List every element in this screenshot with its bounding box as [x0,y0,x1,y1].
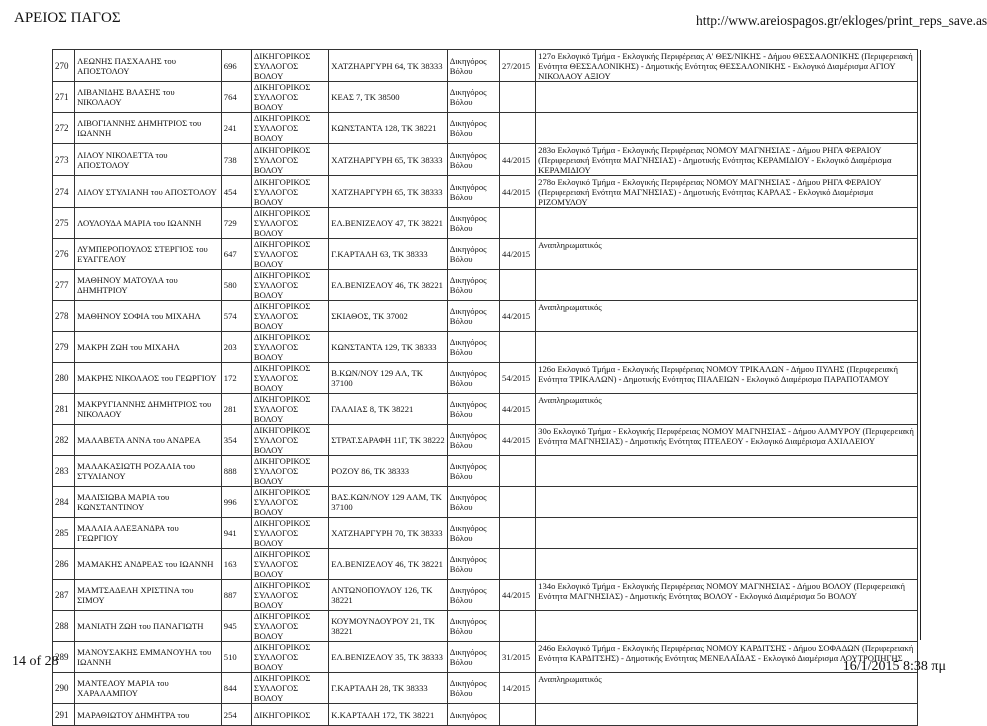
lawyer-type: Δικηγόρος Βόλου [447,487,499,518]
row-number: 288 [53,611,75,642]
bar-association: ΔΙΚΗΓΟΡΙΚΟΣ ΣΥΛΛΟΓΟΣ ΒΟΛΟΥ [251,611,328,642]
row-number: 291 [53,704,75,726]
lawyer-type: Δικηγόρος Βόλου [447,363,499,394]
bar-association: ΔΙΚΗΓΟΡΙΚΟΣ ΣΥΛΛΟΓΟΣ ΒΟΛΟΥ [251,239,328,270]
page-url: http://www.areiospagos.gr/ekloges/print_reps_save.as [696,13,987,28]
table-row [53,642,918,673]
address: ΧΑΤΖΗΑΡΓΥΡΗ 65, ΤΚ 38333 [329,176,448,208]
row-number: 279 [53,332,75,363]
lawyer-type: Δικηγόρος Βόλου [447,208,499,239]
lawyer-type: Δικηγόρος Βόλου [447,673,499,704]
polling-station-note: 127ο Εκλογικό Τμήμα - Εκλογικής Περιφέρειας Α' ΘΕΣ/ΝΙΚΗΣ - Δήμου ΘΕΣΣΑΛΟΝΙΚΗΣ (Περιφερειακή Ενότητα ΘΕΣΣΑΛΟΝΙΚΗΣ) - Δημοτικής Ενότητας ΘΕΣΣΑΛΟΝΙΚΗΣ - Εκλογικό Διαμέρισμα ΑΓΙΟΥ ΝΙΚΟΛΑΟΥ ΑΞΙΟΥ [536,50,918,82]
bar-association: ΔΙΚΗΓΟΡΙΚΟΣ ΣΥΛΛΟΓΟΣ ΒΟΛΟΥ [251,642,328,673]
person-name: ΜΑΛΑΚΑΣΙΩΤΗ ΡΟΖΑΛΙΑ του ΣΤΥΛΙΑΝΟΥ [75,456,222,487]
address: ΑΝΤΩΝΟΠΟΥΛΟΥ 126, ΤΚ 38221 [329,580,448,611]
polling-station-note: 134ο Εκλογικό Τμήμα - Εκλογικής Περιφέρειας ΝΟΜΟΥ ΜΑΓΝΗΣΙΑΣ - Δήμου ΒΟΛΟΥ (Περιφερειακή Ενότητα ΜΑΓΝΗΣΙΑΣ) - Δημοτικής Ενότητας ΒΟΛΟΥ - Εκλογικό Διαμέρισμα 5ο ΒΟΛΟΥ [536,580,918,611]
table-row [53,82,918,113]
row-number: 281 [53,394,75,425]
decision-number: 54/2015 [500,363,536,394]
address: ΡΟΖΟΥ 86, ΤΚ 38333 [329,456,448,487]
registry-number: 281 [221,394,251,425]
bar-association: ΔΙΚΗΓΟΡΙΚΟΣ ΣΥΛΛΟΓΟΣ ΒΟΛΟΥ [251,113,328,144]
table-row [53,487,918,518]
polling-station-note [536,208,918,239]
decision-number: 27/2015 [500,50,536,82]
table-row [53,611,918,642]
table-row [53,270,918,301]
bar-association: ΔΙΚΗΓΟΡΙΚΟΣ ΣΥΛΛΟΓΟΣ ΒΟΛΟΥ [251,425,328,456]
person-name: ΜΑΛΑΒΕΤΑ ΑΝΝΑ του ΑΝΔΡΕΑ [75,425,222,456]
person-name: ΜΑΚΡΗΣ ΝΙΚΟΛΑΟΣ του ΓΕΩΡΓΙΟΥ [75,363,222,394]
person-name: ΜΑΘΗΝΟΥ ΣΟΦΙΑ του ΜΙΧΑΗΛ [75,301,222,332]
decision-number: 31/2015 [500,642,536,673]
bar-association: ΔΙΚΗΓΟΡΙΚΟΣ ΣΥΛΛΟΓΟΣ ΒΟΛΟΥ [251,301,328,332]
lawyer-type: Δικηγόρος Βόλου [447,642,499,673]
address: ΣΚΙΑΘΟΣ, ΤΚ 37002 [329,301,448,332]
registry-number: 580 [221,270,251,301]
registry-number: 738 [221,144,251,176]
table-row [53,549,918,580]
registry-number: 354 [221,425,251,456]
registry-number: 844 [221,673,251,704]
row-number: 272 [53,113,75,144]
lawyer-type: Δικηγόρος Βόλου [447,50,499,82]
decision-number: 44/2015 [500,301,536,332]
registry-table [52,49,918,726]
row-number: 280 [53,363,75,394]
bar-association: ΔΙΚΗΓΟΡΙΚΟΣ ΣΥΛΛΟΓΟΣ ΒΟΛΟΥ [251,363,328,394]
registry-number: 941 [221,518,251,549]
lawyer-type: Δικηγόρος Βόλου [447,518,499,549]
table-row [53,673,918,704]
lawyer-type: Δικηγόρος Βόλου [447,144,499,176]
decision-number: 14/2015 [500,673,536,704]
table-row [53,363,918,394]
lawyer-type: Δικηγόρος Βόλου [447,270,499,301]
bar-association: ΔΙΚΗΓΟΡΙΚΟΣ ΣΥΛΛΟΓΟΣ ΒΟΛΟΥ [251,518,328,549]
address: Β.ΚΩΝ/ΝΟΥ 129 ΑΛ, ΤΚ 37100 [329,363,448,394]
lawyer-type: Δικηγόρος Βόλου [447,611,499,642]
table-row [53,301,918,332]
person-name: ΜΑΛΛΙΑ ΑΛΕΞΑΝΔΡΑ του ΓΕΩΡΓΙΟΥ [75,518,222,549]
registry-number: 510 [221,642,251,673]
bar-association: ΔΙΚΗΓΟΡΙΚΟΣ ΣΥΛΛΟΓΟΣ ΒΟΛΟΥ [251,549,328,580]
decision-number [500,270,536,301]
bar-association: ΔΙΚΗΓΟΡΙΚΟΣ [251,704,328,726]
person-name: ΛΙΒΟΓΙΑΝΝΗΣ ΔΗΜΗΤΡΙΟΣ του ΙΩΑΝΝΗ [75,113,222,144]
table-row [53,144,918,176]
table-row [53,176,918,208]
person-name: ΜΑΜΑΚΗΣ ΑΝΔΡΕΑΣ του ΙΩΑΝΝΗ [75,549,222,580]
polling-station-note: 278ο Εκλογικό Τμήμα - Εκλογικής Περιφέρειας ΝΟΜΟΥ ΜΑΓΝΗΣΙΑΣ - Δήμου ΡΗΓΑ ΦΕΡΑΙΟΥ (Περιφερειακή Ενότητα ΜΑΓΝΗΣΙΑΣ) - Δημοτικής Ενότητας ΚΑΡΛΑΣ - Εκλογικό Διαμέρισμα ΡΙΖΟΜΥΛΟΥ [536,176,918,208]
polling-station-note [536,704,918,726]
person-name: ΜΑΛΙΣΙΩΒΑ ΜΑΡΙΑ του ΚΩΝΣΤΑΝΤΙΝΟΥ [75,487,222,518]
row-number: 283 [53,456,75,487]
bar-association: ΔΙΚΗΓΟΡΙΚΟΣ ΣΥΛΛΟΓΟΣ ΒΟΛΟΥ [251,332,328,363]
address: ΣΤΡΑΤ.ΣΑΡΑΦΗ 11Γ, ΤΚ 38222 [329,425,448,456]
polling-station-note [536,549,918,580]
polling-station-note: Αναπληρωματικός [536,673,918,704]
bar-association: ΔΙΚΗΓΟΡΙΚΟΣ ΣΥΛΛΟΓΟΣ ΒΟΛΟΥ [251,456,328,487]
polling-station-note [536,518,918,549]
row-number: 284 [53,487,75,518]
decision-number: 44/2015 [500,144,536,176]
address: ΧΑΤΖΗΑΡΓΥΡΗ 65, ΤΚ 38333 [329,144,448,176]
address: ΕΛ.ΒΕΝΙΖΕΛΟΥ 46, ΤΚ 38221 [329,270,448,301]
address: ΓΑΛΛΙΑΣ 8, ΤΚ 38221 [329,394,448,425]
table-row [53,208,918,239]
row-number: 275 [53,208,75,239]
registry-number: 696 [221,50,251,82]
registry-number: 172 [221,363,251,394]
row-number: 289 [53,642,75,673]
table-row [53,113,918,144]
table-row [53,704,918,726]
row-number: 287 [53,580,75,611]
row-number: 274 [53,176,75,208]
person-name: ΛΟΥΛΟΥΔΑ ΜΑΡΙΑ του ΙΩΑΝΝΗ [75,208,222,239]
page-counter: 14 of 28 [12,654,59,669]
registry-number: 647 [221,239,251,270]
table-row [53,50,918,82]
registry-number: 887 [221,580,251,611]
address: ΚΕΑΣ 7, ΤΚ 38500 [329,82,448,113]
bar-association: ΔΙΚΗΓΟΡΙΚΟΣ ΣΥΛΛΟΓΟΣ ΒΟΛΟΥ [251,394,328,425]
lawyer-type: Δικηγόρος Βόλου [447,394,499,425]
person-name: ΜΑΚΡΥΓΙΑΝΝΗΣ ΔΗΜΗΤΡΙΟΣ του ΝΙΚΟΛΑΟΥ [75,394,222,425]
registry-number: 241 [221,113,251,144]
polling-station-note: 283ο Εκλογικό Τμήμα - Εκλογικής Περιφέρειας ΝΟΜΟΥ ΜΑΓΝΗΣΙΑΣ - Δήμου ΡΗΓΑ ΦΕΡΑΙΟΥ (Περιφερειακή Ενότητα ΜΑΓΝΗΣΙΑΣ) - Δημοτικής Ενότητας ΚΕΡΑΜΙΔΙΟΥ - Εκλογικό Διαμέρισμα ΚΕΡΑΜΙΔΙΟΥ [536,144,918,176]
row-number: 276 [53,239,75,270]
row-number: 285 [53,518,75,549]
polling-station-note [536,82,918,113]
table-row [53,456,918,487]
polling-station-note: 30ο Εκλογικό Τμήμα - Εκλογικής Περιφέρειας ΝΟΜΟΥ ΜΑΓΝΗΣΙΑΣ - Δήμου ΑΛΜΥΡΟΥ (Περιφερειακή Ενότητα ΜΑΓΝΗΣΙΑΣ) - Δημοτικής Ενότητας ΠΤΕΛΕΟΥ - Εκλογικό Διαμέρισμα ΑΧΙΛΛΕΙΟΥ [536,425,918,456]
address: ΕΛ.ΒΕΝΙΖΕΛΟΥ 35, ΤΚ 38333 [329,642,448,673]
polling-station-note: 246ο Εκλογικό Τμήμα - Εκλογικής Περιφέρειας ΝΟΜΟΥ ΚΑΡΔΙΤΣΗΣ - Δήμου ΣΟΦΑΔΩΝ (Περιφερειακή Ενότητα ΚΑΡΔΙΤΣΗΣ) - Δημοτικής Ενότητας ΜΕΝΕΛΑΪΔΑΣ - Εκλογικό Διαμέρισμα ΛΟΥΤΡΟΠΗΓΗΣ [536,642,918,673]
address: Γ.ΚΑΡΤΑΛΗ 63, ΤΚ 38333 [329,239,448,270]
address: ΧΑΤΖΗΑΡΓΥΡΗ 70, ΤΚ 38333 [329,518,448,549]
table-row [53,580,918,611]
decision-number: 44/2015 [500,239,536,270]
person-name: ΛΥΜΠΕΡΟΠΟΥΛΟΣ ΣΤΕΡΓΙΟΣ του ΕΥΑΓΓΕΛΟΥ [75,239,222,270]
person-name: ΛΙΒΑΝΙΔΗΣ ΒΛΑΣΗΣ του ΝΙΚΟΛΑΟΥ [75,82,222,113]
address: ΒΑΣ.ΚΩΝ/ΝΟΥ 129 ΑΛΜ, ΤΚ 37100 [329,487,448,518]
row-number: 273 [53,144,75,176]
bar-association: ΔΙΚΗΓΟΡΙΚΟΣ ΣΥΛΛΟΓΟΣ ΒΟΛΟΥ [251,208,328,239]
table-row [53,332,918,363]
row-number: 282 [53,425,75,456]
registry-number: 945 [221,611,251,642]
registry-number: 574 [221,301,251,332]
bar-association: ΔΙΚΗΓΟΡΙΚΟΣ ΣΥΛΛΟΓΟΣ ΒΟΛΟΥ [251,673,328,704]
row-number: 270 [53,50,75,82]
polling-station-note [536,113,918,144]
decision-number [500,456,536,487]
lawyer-type: Δικηγόρος Βόλου [447,425,499,456]
right-border-line [920,50,921,640]
bar-association: ΔΙΚΗΓΟΡΙΚΟΣ ΣΥΛΛΟΓΟΣ ΒΟΛΟΥ [251,82,328,113]
person-name: ΜΑΝΤΕΛΟΥ ΜΑΡΙΑ του ΧΑΡΑΛΑΜΠΟΥ [75,673,222,704]
registry-number: 203 [221,332,251,363]
polling-station-note [536,487,918,518]
person-name: ΜΑΝΟΥΣΑΚΗΣ ΕΜΜΑΝΟΥΗΛ του ΙΩΑΝΝΗ [75,642,222,673]
polling-station-note: Αναπληρωματικός [536,394,918,425]
decision-number: 44/2015 [500,176,536,208]
row-number: 278 [53,301,75,332]
address: ΚΩΝΣΤΑΝΤΑ 128, ΤΚ 38221 [329,113,448,144]
person-name: ΜΑΘΗΝΟΥ ΜΑΤΟΥΛΑ του ΔΗΜΗΤΡΙΟΥ [75,270,222,301]
table-row [53,239,918,270]
polling-station-note [536,456,918,487]
registry-number: 729 [221,208,251,239]
address: Κ.ΚΑΡΤΑΛΗ 172, ΤΚ 38221 [329,704,448,726]
address: Γ.ΚΑΡΤΑΛΗ 28, ΤΚ 38333 [329,673,448,704]
lawyer-type: Δικηγόρος Βόλου [447,580,499,611]
decision-number [500,611,536,642]
lawyer-type: Δικηγόρος Βόλου [447,176,499,208]
bar-association: ΔΙΚΗΓΟΡΙΚΟΣ ΣΥΛΛΟΓΟΣ ΒΟΛΟΥ [251,580,328,611]
decision-number [500,332,536,363]
address: ΚΩΝΣΤΑΝΤΑ 129, ΤΚ 38333 [329,332,448,363]
lawyer-type: Δικηγόρος [447,704,499,726]
bar-association: ΔΙΚΗΓΟΡΙΚΟΣ ΣΥΛΛΟΓΟΣ ΒΟΛΟΥ [251,144,328,176]
bar-association: ΔΙΚΗΓΟΡΙΚΟΣ ΣΥΛΛΟΓΟΣ ΒΟΛΟΥ [251,176,328,208]
lawyer-type: Δικηγόρος Βόλου [447,332,499,363]
address: ΕΛ.ΒΕΝΙΖΕΛΟΥ 47, ΤΚ 38221 [329,208,448,239]
decision-number: 44/2015 [500,394,536,425]
registry-number: 163 [221,549,251,580]
lawyer-type: Δικηγόρος Βόλου [447,549,499,580]
polling-station-note [536,332,918,363]
decision-number [500,208,536,239]
decision-number: 44/2015 [500,425,536,456]
row-number: 286 [53,549,75,580]
page-title: ΑΡΕΙΟΣ ΠΑΓΟΣ [14,10,121,26]
registry-number: 764 [221,82,251,113]
polling-station-note: Αναπληρωματικός [536,239,918,270]
polling-station-note [536,611,918,642]
lawyer-type: Δικηγόρος Βόλου [447,456,499,487]
person-name: ΛΙΛΟΥ ΣΤΥΛΙΑΝΗ του ΑΠΟΣΤΟΛΟΥ [75,176,222,208]
address: ΧΑΤΖΗΑΡΓΥΡΗ 64, ΤΚ 38333 [329,50,448,82]
polling-station-note [536,270,918,301]
row-number: 271 [53,82,75,113]
decision-number [500,82,536,113]
table-row [53,394,918,425]
bar-association: ΔΙΚΗΓΟΡΙΚΟΣ ΣΥΛΛΟΓΟΣ ΒΟΛΟΥ [251,270,328,301]
person-name: ΜΑΜΤΣΑΔΕΛΗ ΧΡΙΣΤΙΝΑ του ΣΙΜΟΥ [75,580,222,611]
decision-number [500,549,536,580]
person-name: ΛΕΩΝΗΣ ΠΑΣΧΑΛΗΣ του ΑΠΟΣΤΟΛΟΥ [75,50,222,82]
row-number: 277 [53,270,75,301]
table-row [53,425,918,456]
print-datetime: 16/1/2015 8:38 πμ [842,659,946,674]
decision-number [500,113,536,144]
registry-number: 454 [221,176,251,208]
lawyer-type: Δικηγόρος Βόλου [447,239,499,270]
registry-number: 254 [221,704,251,726]
bar-association: ΔΙΚΗΓΟΡΙΚΟΣ ΣΥΛΛΟΓΟΣ ΒΟΛΟΥ [251,50,328,82]
address: ΚΟΥΜΟΥΝΔΟΥΡΟΥ 21, ΤΚ 38221 [329,611,448,642]
decision-number [500,487,536,518]
lawyer-type: Δικηγόρος Βόλου [447,113,499,144]
table-row [53,518,918,549]
person-name: ΜΑΝΙΑΤΗ ΖΩΗ του ΠΑΝΑΓΙΩΤΗ [75,611,222,642]
polling-station-note: Αναπληρωματικός [536,301,918,332]
registry-number: 996 [221,487,251,518]
row-number: 290 [53,673,75,704]
bar-association: ΔΙΚΗΓΟΡΙΚΟΣ ΣΥΛΛΟΓΟΣ ΒΟΛΟΥ [251,487,328,518]
polling-station-note: 126ο Εκλογικό Τμήμα - Εκλογικής Περιφέρειας ΝΟΜΟΥ ΤΡΙΚΑΛΩΝ - Δήμου ΠΥΛΗΣ (Περιφερειακή Ενότητα ΤΡΙΚΑΛΩΝ) - Δημοτικής Ενότητας ΠΙΑΛΕΙΩΝ - Εκλογικό Διαμέρισμα ΠΑΡΑΠΟΤΑΜΟΥ [536,363,918,394]
decision-number: 44/2015 [500,580,536,611]
lawyer-type: Δικηγόρος Βόλου [447,82,499,113]
lawyer-type: Δικηγόρος Βόλου [447,301,499,332]
address: ΕΛ.ΒΕΝΙΖΕΛΟΥ 46, ΤΚ 38221 [329,549,448,580]
decision-number [500,518,536,549]
registry-number: 888 [221,456,251,487]
person-name: ΛΙΛΟΥ ΝΙΚΟΛΕΤΤΑ του ΑΠΟΣΤΟΛΟΥ [75,144,222,176]
decision-number [500,704,536,726]
person-name: ΜΑΚΡΗ ΖΩΗ του ΜΙΧΑΗΛ [75,332,222,363]
person-name: ΜΑΡΑΘΙΩΤΟΥ ΔΗΜΗΤΡΑ του [75,704,222,726]
